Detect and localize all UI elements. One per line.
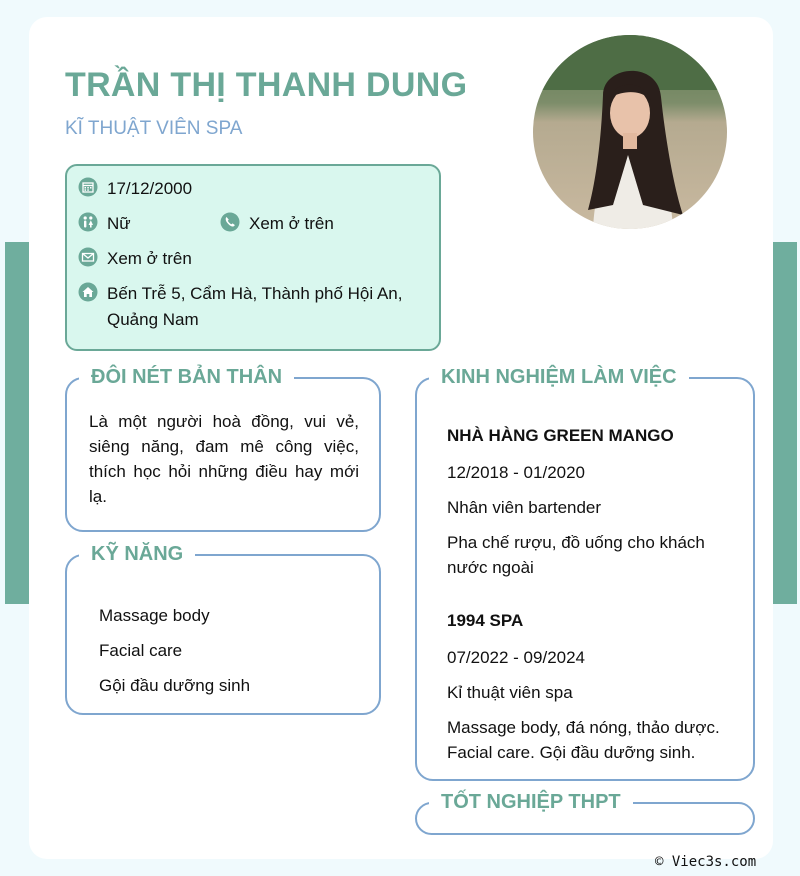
job-period: 12/2018 - 01/2020 [447,463,586,482]
job-role: Kỉ thuật viên spa [447,683,573,702]
job-company: NHÀ HÀNG GREEN MANGO [447,426,674,445]
address-line-2: Quảng Nam [107,310,199,329]
about-text: Là một người hoà đồng, vui vẻ, siêng năng, đam mê công việc, thích học hỏi những điều hay mới lạ. [89,412,359,506]
job-title: KĨ THUẬT VIÊN SPA [65,118,243,139]
skill-item: Facial care [99,641,183,660]
calendar-icon [78,177,98,197]
skill-item: Gội đầu dưỡng sinh [99,676,251,695]
left-decor-band [5,242,31,604]
right-decor-band [771,242,797,604]
job-description: Facial care. Gội đầu dưỡng sinh. [447,743,696,762]
job-company: 1994 SPA [447,611,524,630]
job-description: Pha chế rượu, đồ uống cho khách [447,533,705,552]
phone-value: Xem ở trên [249,214,334,233]
gender-value: Nữ [107,214,131,233]
email-value: Xem ở trên [107,249,192,268]
about-title: ĐÔI NÉT BẢN THÂN [79,365,294,389]
personal-info-box [65,164,441,351]
education-section [415,791,755,835]
phone-icon [220,212,240,232]
job-description: nước ngoài [447,558,534,577]
education-title: TỐT NGHIỆP THPT [429,790,633,814]
experience-title: KINH NGHIỆM LÀM VIỆC [429,365,689,389]
gender-icon [78,212,98,232]
profile-photo [533,35,727,229]
candidate-name: TRẦN THỊ THANH DUNG [65,66,468,104]
experience-section [415,366,755,781]
skills-title: KỸ NĂNG [79,542,195,566]
about-section [65,366,381,532]
birthday-value: 17/12/2000 [107,179,193,198]
job-description: Massage body, đá nóng, thảo dược. [447,718,720,737]
job-role: Nhân viên bartender [447,498,602,517]
copyright-text: © Viec3s.com [655,854,757,870]
job-period: 07/2022 - 09/2024 [447,648,586,667]
skills-section [65,543,381,715]
home-icon [78,282,98,302]
skill-item: Massage body [99,606,210,625]
address-line-1: Bến Trễ 5, Cẩm Hà, Thành phố Hội An, [107,284,403,303]
email-icon [78,247,98,267]
